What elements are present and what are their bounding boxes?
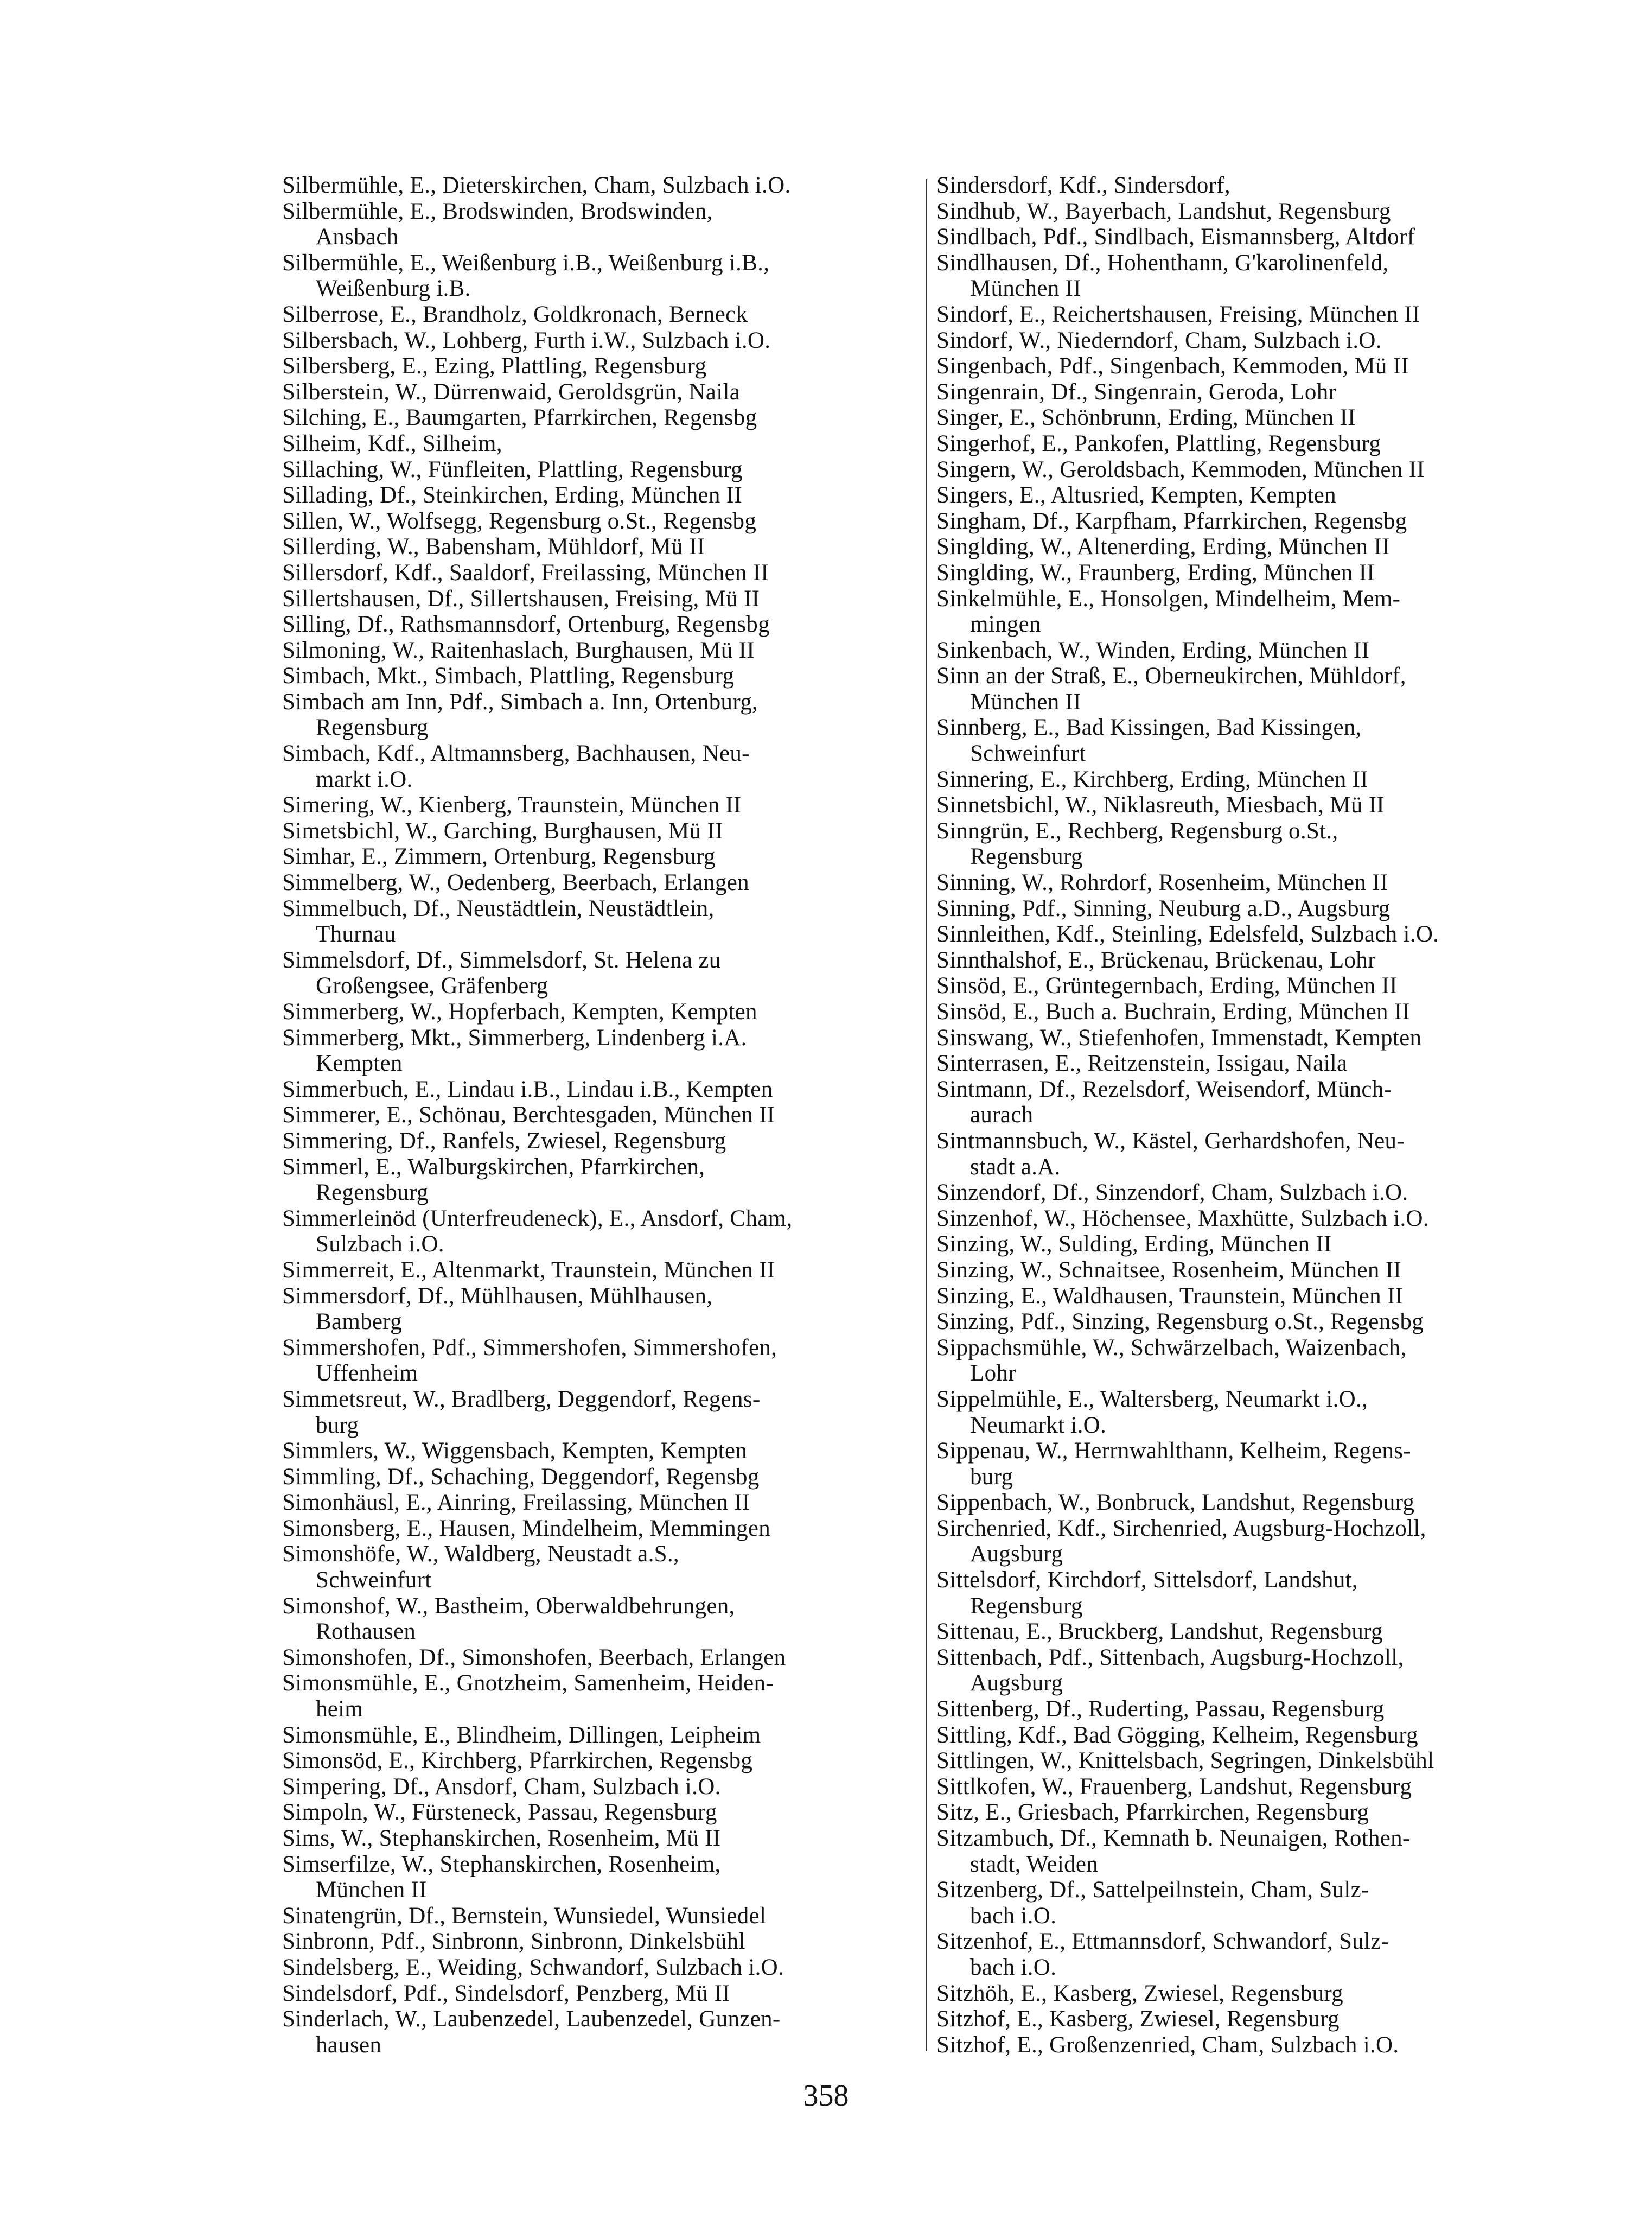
entry-line: Sinn an der Straß, E., Oberneukirchen, Mühldorf,	[936, 663, 1406, 689]
gazetteer-entry	[282, 612, 911, 638]
gazetteer-entry	[936, 973, 1549, 999]
entry-line: Sinngrün, E., Rechberg, Regensburg o.St.,	[936, 818, 1338, 844]
entry-line: Sillaching, W., Fünfleiten, Plattling, Regensburg	[282, 456, 743, 482]
entry-line: Simmelbuch, Df., Neustädtlein, Neustädtlein,	[282, 895, 715, 921]
entry-continuation-line: Sulzbach i.O.	[316, 1231, 444, 1257]
entry-line: Sitzhof, E., Kasberg, Zwiesel, Regensburg	[936, 2006, 1340, 2032]
entry-line: Simmering, Df., Ranfels, Zwiesel, Regensburg	[282, 1128, 726, 1154]
gazetteer-entry	[282, 1077, 911, 1103]
entry-line: Simbach, Mkt., Simbach, Plattling, Regensburg	[282, 663, 735, 689]
entry-continuation-line: Augsburg	[970, 1541, 1063, 1567]
entry-line: Silbermühle, E., Dieterskirchen, Cham, Sulzbach i.O.	[282, 173, 791, 198]
entry-line: Sitzambuch, Df., Kemnath b. Neunaigen, Rothen-	[936, 1826, 1411, 1851]
entry-line: Sitzhof, E., Großenzenried, Cham, Sulzbach i.O.	[936, 2032, 1399, 2058]
entry-line: Sippenau, W., Herrnwahlthann, Kelheim, Regens-	[936, 1438, 1411, 1464]
entry-line: Sittelsdorf, Kirchdorf, Sittelsdorf, Landshut,	[936, 1567, 1358, 1593]
entry-line: Sindorf, E., Reichertshausen, Freising, München II	[936, 301, 1420, 327]
gazetteer-entry	[936, 2032, 1549, 2058]
gazetteer-entry	[282, 663, 911, 689]
entry-continuation-line: markt i.O.	[316, 766, 413, 792]
entry-continuation-line: Regensburg	[316, 1180, 429, 1206]
gazetteer-entry	[936, 534, 1549, 560]
entry-line: Sittling, Kdf., Bad Gögging, Kelheim, Regensburg	[936, 1722, 1418, 1748]
gazetteer-entry	[282, 1955, 911, 1981]
gazetteer-entry	[936, 1438, 1549, 1490]
gazetteer-entry	[936, 1645, 1549, 1696]
entry-continuation-line: bach i.O.	[970, 1954, 1057, 1980]
gazetteer-entry	[282, 1025, 911, 1077]
entry-line: Silbermühle, E., Brodswinden, Brodswinden,	[282, 198, 713, 224]
entry-line: Simmlers, W., Wiggensbach, Kempten, Kempten	[282, 1438, 748, 1464]
entry-line: Sittenau, E., Bruckberg, Landshut, Regensburg	[936, 1619, 1383, 1645]
gazetteer-entry	[282, 1748, 911, 1774]
entry-continuation-line: Augsburg	[970, 1670, 1063, 1696]
entry-line: Simpering, Df., Ansdorf, Cham, Sulzbach i.O.	[282, 1773, 721, 1799]
gazetteer-entry	[936, 482, 1549, 508]
gazetteer-entry	[282, 508, 911, 535]
entry-line: Simmersdorf, Df., Mühlhausen, Mühlhausen,	[282, 1283, 713, 1309]
gazetteer-entry	[282, 250, 911, 302]
entry-line: Simmerberg, Mkt., Simmerberg, Lindenberg i.A.	[282, 1025, 747, 1051]
entry-continuation-line: Weißenburg i.B.	[316, 276, 471, 302]
gazetteer-entry	[282, 1670, 911, 1722]
page-number: 358	[803, 2079, 849, 2113]
gazetteer-entry	[936, 586, 1549, 638]
gazetteer-entry	[936, 638, 1549, 664]
gazetteer-entry	[936, 405, 1549, 431]
gazetteer-entry	[936, 1799, 1549, 1826]
entry-line: Sinkenbach, W., Winden, Erding, München II	[936, 637, 1370, 663]
entry-line: Simmling, Df., Schaching, Deggendorf, Regensbg	[282, 1464, 760, 1490]
gazetteer-entry	[282, 1464, 911, 1490]
gazetteer-entry	[282, 173, 911, 199]
gazetteer-entry	[936, 1981, 1549, 2007]
entry-line: Sinnetsbichl, W., Niklasreuth, Miesbach, Mü II	[936, 792, 1385, 818]
gazetteer-entry	[936, 1516, 1549, 1567]
gazetteer-entry	[282, 1206, 911, 1257]
entry-line: Simonshof, W., Bastheim, Oberwaldbehrungen,	[282, 1593, 735, 1619]
entry-line: Sinterrasen, E., Reitzenstein, Issigau, Naila	[936, 1051, 1348, 1077]
entry-line: Sittenberg, Df., Ruderting, Passau, Regensburg	[936, 1696, 1385, 1722]
entry-line: Sintmannsbuch, W., Kästel, Gerhardshofen, Neu-	[936, 1128, 1405, 1154]
gazetteer-entry	[282, 431, 911, 457]
entry-line: Silbersberg, E., Ezing, Plattling, Regensburg	[282, 353, 707, 379]
entry-continuation-line: Thurnau	[316, 921, 396, 948]
gazetteer-entry	[936, 1929, 1549, 1980]
entry-line: Sippachsmühle, W., Schwärzelbach, Waizenbach,	[936, 1334, 1407, 1360]
entry-line: Sinzendorf, Df., Sinzendorf, Cham, Sulzbach i.O.	[936, 1180, 1408, 1206]
gazetteer-entry	[282, 2006, 911, 2058]
entry-line: Silching, E., Baumgarten, Pfarrkirchen, Regensbg	[282, 405, 757, 431]
gazetteer-entry	[936, 1128, 1549, 1180]
gazetteer-entry	[936, 353, 1549, 379]
entry-line: Singer, E., Schönbrunn, Erding, München II	[936, 405, 1356, 431]
entry-line: Singenrain, Df., Singenrain, Geroda, Lohr	[936, 379, 1337, 405]
gazetteer-entry	[936, 224, 1549, 250]
gazetteer-entry	[936, 1025, 1549, 1051]
entry-line: Sindlhausen, Df., Hohenthann, G'karolinenfeld,	[936, 250, 1389, 276]
gazetteer-entry	[282, 482, 911, 508]
entry-continuation-line: Rothausen	[316, 1619, 416, 1645]
gazetteer-entry	[936, 302, 1549, 328]
gazetteer-entry	[936, 715, 1549, 766]
entry-line: Sillen, W., Wolfsegg, Regensburg o.St., Regensbg	[282, 508, 757, 534]
gazetteer-entry	[936, 173, 1549, 199]
gazetteer-entry	[936, 508, 1549, 535]
gazetteer-entry	[282, 1852, 911, 1903]
gazetteer-entry	[282, 1799, 911, 1826]
entry-line: Simhar, E., Zimmern, Ortenburg, Regensburg	[282, 844, 716, 870]
gazetteer-entry	[936, 1722, 1549, 1748]
entry-line: Sittlkofen, W., Frauenberg, Landshut, Regensburg	[936, 1773, 1412, 1799]
gazetteer-entry	[936, 431, 1549, 457]
gazetteer-entry	[282, 792, 911, 818]
entry-line: Sinzing, Pdf., Sinzing, Regensburg o.St., Regensbg	[936, 1309, 1424, 1335]
gazetteer-entry	[936, 2006, 1549, 2032]
gazetteer-entry	[936, 1231, 1549, 1257]
entry-line: Singerhof, E., Pankofen, Plattling, Regensburg	[936, 430, 1381, 456]
entry-line: Sitzenhof, E., Ettmannsdorf, Schwandorf, Sulz-	[936, 1929, 1389, 1955]
gazetteer-entry	[936, 1696, 1549, 1722]
entry-line: Sintmann, Df., Rezelsdorf, Weisendorf, Münch-	[936, 1076, 1392, 1102]
gazetteer-entry	[282, 328, 911, 354]
entry-line: Simbach am Inn, Pdf., Simbach a. Inn, Ortenburg,	[282, 689, 758, 715]
entry-line: Sippenbach, W., Bonbruck, Landshut, Regensburg	[936, 1490, 1415, 1516]
entry-line: Sinderlach, W., Laubenzedel, Laubenzedel, Gunzen-	[282, 2006, 781, 2032]
entry-line: Silberrose, E., Brandholz, Goldkronach, Berneck	[282, 301, 748, 327]
entry-line: Sitzhöh, E., Kasberg, Zwiesel, Regensburg	[936, 1980, 1343, 2006]
entry-continuation-line: Regensburg	[970, 1593, 1083, 1619]
entry-continuation-line: München II	[970, 276, 1081, 302]
entry-line: Sindelsdorf, Pdf., Sindelsdorf, Penzberg, Mü II	[282, 1980, 730, 2006]
entry-line: Singlding, W., Altenerding, Erding, München II	[936, 534, 1390, 560]
entry-line: Sindersdorf, Kdf., Sindersdorf,	[936, 173, 1230, 198]
left-column	[282, 173, 911, 2058]
gazetteer-entry	[282, 689, 911, 741]
entry-line: Silbersbach, W., Lohberg, Furth i.W., Sulzbach i.O.	[282, 327, 771, 353]
gazetteer-entry	[936, 1619, 1549, 1645]
gazetteer-entry	[936, 767, 1549, 793]
gazetteer-entry	[936, 1387, 1549, 1438]
entry-line: Sinnleithen, Kdf., Steinling, Edelsfeld, Sulzbach i.O.	[936, 921, 1439, 948]
entry-line: Simonshöfe, W., Waldberg, Neustadt a.S.,	[282, 1541, 679, 1567]
gazetteer-entry	[936, 1335, 1549, 1387]
gazetteer-entry	[282, 1541, 911, 1593]
entry-line: Simmerberg, W., Hopferbach, Kempten, Kempten	[282, 999, 757, 1025]
entry-line: Simmerl, E., Walburgskirchen, Pfarrkirchen,	[282, 1154, 705, 1180]
gazetteer-entry	[282, 1283, 911, 1335]
entry-line: Simmelsdorf, Df., Simmelsdorf, St. Helena zu	[282, 947, 721, 973]
entry-line: Sillersdorf, Kdf., Saaldorf, Freilassing, München II	[282, 559, 769, 586]
entry-line: Singham, Df., Karpfham, Pfarrkirchen, Regensbg	[936, 508, 1407, 534]
entry-line: Silbermühle, E., Weißenburg i.B., Weißenburg i.B.,	[282, 250, 770, 276]
entry-line: Sinzing, E., Waldhausen, Traunstein, München II	[936, 1283, 1404, 1309]
entry-line: Simonsberg, E., Hausen, Mindelheim, Memmingen	[282, 1515, 771, 1541]
entry-line: Simbach, Kdf., Altmannsberg, Bachhausen, Neu-	[282, 741, 750, 767]
gazetteer-entry	[282, 1128, 911, 1154]
entry-continuation-line: Kempten	[316, 1051, 403, 1077]
gazetteer-entry	[936, 792, 1549, 818]
gazetteer-entry	[282, 999, 911, 1025]
gazetteer-entry	[936, 1567, 1549, 1619]
entry-line: Sinning, W., Rohrdorf, Rosenheim, München II	[936, 870, 1388, 896]
entry-continuation-line: Regensburg	[316, 715, 429, 741]
gazetteer-entry	[282, 1102, 911, 1128]
entry-continuation-line: Lohr	[970, 1360, 1016, 1387]
gazetteer-entry	[282, 1490, 911, 1516]
right-column	[936, 173, 1549, 2058]
entry-line: Simmershofen, Pdf., Simmershofen, Simmershofen,	[282, 1334, 777, 1360]
gazetteer-entry	[936, 1283, 1549, 1309]
entry-line: Sinsöd, E., Buch a. Buchrain, Erding, München II	[936, 999, 1411, 1025]
entry-line: Sinswang, W., Stiefenhofen, Immenstadt, Kempten	[936, 1025, 1422, 1051]
gazetteer-entry	[282, 199, 911, 250]
gazetteer-entry	[936, 250, 1549, 302]
entry-continuation-line: Neumarkt i.O.	[970, 1412, 1107, 1438]
gazetteer-entry	[936, 1748, 1549, 1774]
entry-line: Simonsöd, E., Kirchberg, Pfarrkirchen, Regensbg	[282, 1748, 753, 1774]
gazetteer-entry	[282, 1722, 911, 1748]
entry-continuation-line: München II	[316, 1877, 427, 1903]
gazetteer-entry	[936, 1490, 1549, 1516]
entry-line: Simserfilze, W., Stephanskirchen, Rosenheim,	[282, 1851, 721, 1877]
entry-line: Sindelsberg, E., Weiding, Schwandorf, Sulzbach i.O.	[282, 1954, 784, 1980]
gazetteer-entry	[282, 586, 911, 612]
gazetteer-entry	[282, 457, 911, 483]
entry-line: Sinnberg, E., Bad Kissingen, Bad Kissingen,	[936, 715, 1362, 741]
entry-line: Singers, E., Altusried, Kempten, Kempten	[936, 482, 1336, 508]
entry-continuation-line: Regensburg	[970, 844, 1083, 870]
entry-continuation-line: bach i.O.	[970, 1903, 1057, 1929]
gazetteer-entry	[936, 1826, 1549, 1877]
entry-line: Sinzing, W., Sulding, Erding, München II	[936, 1231, 1332, 1257]
entry-line: Sillading, Df., Steinkirchen, Erding, München II	[282, 482, 742, 508]
gazetteer-entry	[936, 1774, 1549, 1800]
entry-continuation-line: Uffenheim	[316, 1360, 418, 1387]
gazetteer-entry	[936, 1877, 1549, 1929]
gazetteer-entry	[282, 638, 911, 664]
entry-line: Sinzenhof, W., Höchensee, Maxhütte, Sulzbach i.O.	[936, 1205, 1429, 1231]
gazetteer-entry	[282, 1645, 911, 1671]
gazetteer-entry	[936, 999, 1549, 1025]
entry-continuation-line: München II	[970, 689, 1081, 715]
entry-line: Simmerreit, E., Altenmarkt, Traunstein, München II	[282, 1257, 775, 1283]
gazetteer-entry	[282, 1387, 911, 1438]
entry-line: Sims, W., Stephanskirchen, Rosenheim, Mü II	[282, 1826, 721, 1851]
entry-line: Sippelmühle, E., Waltersberg, Neumarkt i.O.,	[936, 1386, 1368, 1412]
gazetteer-entry	[936, 1309, 1549, 1335]
entry-line: Simetsbichl, W., Garching, Burghausen, Mü II	[282, 818, 723, 844]
entry-continuation-line: stadt a.A.	[970, 1154, 1061, 1180]
column-divider	[926, 179, 927, 2051]
entry-line: Singern, W., Geroldsbach, Kemmoden, München II	[936, 456, 1425, 482]
gazetteer-entry	[282, 353, 911, 379]
gazetteer-entry	[936, 1077, 1549, 1128]
entry-line: Simmelberg, W., Oedenberg, Beerbach, Erlangen	[282, 870, 749, 896]
entry-line: Silmoning, W., Raitenhaslach, Burghausen, Mü II	[282, 637, 755, 663]
entry-line: Sinsöd, E., Grüntegernbach, Erding, München II	[936, 973, 1398, 999]
entry-continuation-line: burg	[316, 1412, 359, 1438]
entry-line: Silling, Df., Rathsmannsdorf, Ortenburg, Regensbg	[282, 612, 770, 638]
entry-line: Simonsmühle, E., Gnotzheim, Samenheim, Heiden-	[282, 1670, 774, 1696]
entry-line: Sirchenried, Kdf., Sirchenried, Augsburg-Hochzoll,	[936, 1515, 1426, 1541]
entry-line: Simpoln, W., Fürsteneck, Passau, Regensburg	[282, 1799, 717, 1826]
gazetteer-entry	[282, 896, 911, 948]
entry-line: Silheim, Kdf., Silheim,	[282, 430, 502, 456]
entry-line: Sinzing, W., Schnaitsee, Rosenheim, München II	[936, 1257, 1401, 1283]
gazetteer-entry	[936, 1180, 1549, 1206]
gazetteer-entry	[282, 948, 911, 999]
gazetteer-entry	[282, 560, 911, 586]
entry-continuation-line: Großengsee, Gräfenberg	[316, 973, 548, 999]
gazetteer-entry	[282, 1516, 911, 1542]
gazetteer-entry	[936, 870, 1549, 896]
entry-continuation-line: stadt, Weiden	[970, 1851, 1099, 1877]
entry-line: Sillertshausen, Df., Sillertshausen, Freising, Mü II	[282, 586, 760, 612]
entry-continuation-line: Schweinfurt	[970, 741, 1086, 767]
gazetteer-entry	[936, 1257, 1549, 1283]
gazetteer-entry	[936, 921, 1549, 948]
entry-line: Silberstein, W., Dürrenwaid, Geroldsgrün, Naila	[282, 379, 741, 405]
entry-line: Sindhub, W., Bayerbach, Landshut, Regensburg	[936, 198, 1391, 224]
gazetteer-entry	[282, 1774, 911, 1800]
gazetteer-entry	[282, 844, 911, 870]
entry-line: Sinning, Pdf., Sinning, Neuburg a.D., Augsburg	[936, 895, 1391, 921]
gazetteer-entry	[936, 379, 1549, 405]
entry-line: Simering, W., Kienberg, Traunstein, München II	[282, 792, 742, 818]
entry-line: Sitz, E., Griesbach, Pfarrkirchen, Regensburg	[936, 1799, 1369, 1826]
entry-continuation-line: Schweinfurt	[316, 1567, 432, 1593]
entry-line: Simonhäusl, E., Ainring, Freilassing, München II	[282, 1490, 750, 1516]
entry-continuation-line: Ansbach	[316, 224, 399, 250]
entry-line: Sillerding, W., Babensham, Mühldorf, Mü II	[282, 534, 705, 560]
entry-line: Sinkelmühle, E., Honsolgen, Mindelheim, Mem-	[936, 586, 1401, 612]
entry-continuation-line: heim	[316, 1696, 363, 1722]
gazetteer-entry	[936, 328, 1549, 354]
entry-line: Sittenbach, Pdf., Sittenbach, Augsburg-Hochzoll,	[936, 1644, 1404, 1670]
gazetteer-entry	[282, 1257, 911, 1283]
gazetteer-entry	[282, 1826, 911, 1852]
entry-line: Sitzenberg, Df., Sattelpeilnstein, Cham, Sulz-	[936, 1877, 1369, 1903]
entry-line: Simmetsreut, W., Bradlberg, Deggendorf, Regens-	[282, 1386, 761, 1412]
entry-continuation-line: aurach	[970, 1102, 1034, 1128]
gazetteer-entry	[282, 302, 911, 328]
gazetteer-entry	[282, 379, 911, 405]
entry-line: Sinnthalshof, E., Brückenau, Brückenau, Lohr	[936, 947, 1376, 973]
entry-line: Singlding, W., Fraunberg, Erding, München II	[936, 559, 1375, 586]
gazetteer-entry	[282, 534, 911, 560]
gazetteer-entry	[936, 1206, 1549, 1232]
entry-line: Simmerbuch, E., Lindau i.B., Lindau i.B., Kempten	[282, 1076, 773, 1102]
gazetteer-entry	[282, 741, 911, 792]
gazetteer-entry	[936, 1051, 1549, 1077]
entry-continuation-line: Bamberg	[316, 1309, 402, 1335]
gazetteer-entry	[936, 560, 1549, 586]
entry-line: Sindlbach, Pdf., Sindlbach, Eismannsberg, Altdorf	[936, 224, 1415, 250]
gazetteer-entry	[282, 1154, 911, 1206]
gazetteer-entry	[936, 818, 1549, 870]
entry-line: Sinatengrün, Df., Bernstein, Wunsiedel, Wunsiedel	[282, 1903, 767, 1929]
entry-line: Sinnering, E., Kirchberg, Erding, München II	[936, 766, 1368, 792]
entry-line: Sindorf, W., Niederndorf, Cham, Sulzbach i.O.	[936, 327, 1382, 353]
gazetteer-entry	[282, 1335, 911, 1387]
entry-line: Simmerer, E., Schönau, Berchtesgaden, München II	[282, 1102, 775, 1128]
gazetteer-entry	[936, 948, 1549, 974]
gazetteer-entry	[282, 405, 911, 431]
entry-line: Simonshofen, Df., Simonshofen, Beerbach, Erlangen	[282, 1644, 786, 1670]
gazetteer-entry	[282, 870, 911, 896]
gazetteer-entry	[936, 663, 1549, 715]
entry-line: Sinbronn, Pdf., Sinbronn, Sinbronn, Dinkelsbühl	[282, 1929, 745, 1955]
entry-continuation-line: hausen	[316, 2032, 382, 2058]
entry-line: Sittlingen, W., Knittelsbach, Segringen, Dinkelsbühl	[936, 1748, 1434, 1774]
entry-continuation-line: burg	[970, 1464, 1013, 1490]
gazetteer-entry	[282, 1593, 911, 1645]
entry-continuation-line: mingen	[970, 612, 1041, 638]
gazetteer-entry	[936, 457, 1549, 483]
gazetteer-entry	[936, 199, 1549, 225]
gazetteer-entry	[282, 1929, 911, 1955]
entry-line: Simonsmühle, E., Blindheim, Dillingen, Leipheim	[282, 1722, 761, 1748]
gazetteer-entry	[282, 1438, 911, 1464]
gazetteer-entry	[282, 1981, 911, 2007]
entry-line: Singenbach, Pdf., Singenbach, Kemmoden, Mü II	[936, 353, 1409, 379]
entry-line: Simmerleinöd (Unterfreudeneck), E., Ansdorf, Cham,	[282, 1205, 793, 1231]
gazetteer-entry	[282, 1903, 911, 1929]
gazetteer-entry	[936, 896, 1549, 922]
gazetteer-entry	[282, 818, 911, 844]
